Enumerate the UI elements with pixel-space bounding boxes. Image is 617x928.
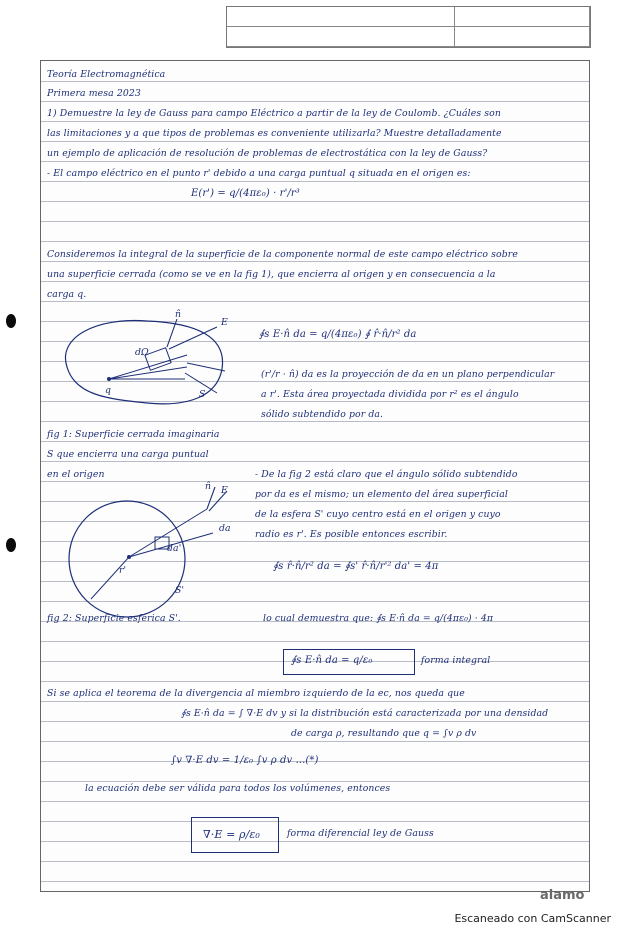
ruled-line	[41, 421, 589, 422]
coulomb-equation: E(r') = q/(4πε₀) · r'/r³	[191, 188, 300, 199]
fig2-text: de la esfera S' cuyo centro está en el origen y cuyo	[255, 509, 501, 520]
area-element-prime-label: da'	[167, 543, 182, 554]
divergence-line: de carga ρ, resultando que q = ∫v ρ dv	[291, 728, 477, 739]
flux-equation: ∮s E·n̂ da = q/(4πε₀) ∮ r̂·n̂/r² da	[259, 329, 417, 340]
fig2-text: radio es r'. Es posible entonces escribir.	[255, 529, 448, 540]
figure-2-spherical-surface	[47, 479, 247, 619]
projection-line: (r'/r · n̂) da es la proyección de da en un plano perpendicular	[261, 369, 555, 380]
question-line: un ejemplo de aplicación de resolución de problemas de electrostática con la ley de Gauss?	[47, 148, 488, 159]
divergence-line: ∮s E·n̂ da = ∫ ∇·E dv y si la distribución está caracterizada por una densidad	[181, 708, 549, 719]
ruled-line	[41, 101, 589, 102]
ruled-line	[41, 161, 589, 162]
ruled-line	[41, 441, 589, 442]
ruled-line	[41, 181, 589, 182]
radius-label: r'	[119, 565, 127, 576]
ruled-line	[41, 121, 589, 122]
fig2-text: por da es el mismo; un elemento del área superficial	[255, 489, 508, 500]
ruled-line	[41, 741, 589, 742]
ruled-line	[41, 241, 589, 242]
sphere-intro: en el origen	[47, 469, 105, 480]
fig2-text: - De la fig 2 está claro que el ángulo sólido subtendido	[255, 469, 518, 480]
page-title: Teoría Electromagnética	[47, 69, 166, 80]
ruled-line	[41, 141, 589, 142]
ruled-line	[41, 641, 589, 642]
area-element-label: da	[219, 523, 231, 534]
ruled-line	[41, 781, 589, 782]
exam-label: Primera mesa 2023	[47, 88, 141, 99]
ruled-line	[41, 301, 589, 302]
ruled-line	[41, 801, 589, 802]
sphere-label: S'	[175, 585, 185, 596]
ruled-line	[41, 461, 589, 462]
normal-vector-label: n̂	[205, 481, 212, 492]
validity-line: la ecuación debe ser válida para todos los volúmenes, entonces	[85, 783, 391, 794]
punch-hole	[6, 314, 16, 328]
field-vector-label: E	[221, 485, 228, 496]
solid-angle-label: dΩ	[135, 347, 149, 358]
field-vector-label: E	[221, 317, 228, 328]
projection-line: a r'. Esta área proyectada dividida por r² es el ángulo	[261, 389, 519, 400]
ruled-line	[41, 681, 589, 682]
ruled-line	[41, 81, 589, 82]
scanner-watermark: Escaneado con CamScanner	[454, 912, 611, 925]
ruled-line	[41, 721, 589, 722]
divergence-equation: ∫v ∇·E dv = 1/ε₀ ∫v ρ dv ...(*)	[171, 755, 319, 766]
integral-form-equation: ∮s E·n̂ da = q/ε₀	[291, 655, 373, 666]
consider-line: carga q.	[47, 289, 87, 300]
figure-caption: fig 1: Superficie cerrada imaginaria	[47, 429, 220, 440]
solid-angle-equation: ∮s r̂·n̂/r² da = ∮s' r̂·n̂/r'² da' = 4π	[273, 561, 439, 572]
ruled-line	[41, 841, 589, 842]
demonstrates-line: lo cual demuestra que: ∮s E·n̂ da = q/(4πε₀) · 4π	[263, 613, 494, 624]
charge-label: q	[105, 385, 112, 396]
punch-hole	[6, 538, 16, 552]
differential-form-label: forma diferencial ley de Gauss	[287, 828, 434, 839]
differential-form-equation: ∇·E = ρ/ε₀	[203, 828, 260, 841]
sphere-intro: S que encierra una carga puntual	[47, 449, 209, 460]
question-line: las limitaciones y a que tipos de problemas es conveniente utilizarla? Muestre detalladamente	[47, 128, 502, 139]
surface-label: S	[199, 389, 206, 400]
ruled-line	[41, 281, 589, 282]
divergence-line: Si se aplica el teorema de la divergencia al miembro izquierdo de la ec, nos queda que	[47, 688, 465, 699]
integral-form-label: forma integral	[421, 655, 491, 666]
projection-line: sólido subtendido por da.	[261, 409, 384, 420]
header-table	[226, 6, 591, 48]
figure-1-closed-surface	[47, 307, 247, 417]
ruled-line	[41, 861, 589, 862]
consider-line: una superficie cerrada (como se ve en la fig 1), que encierra al origen y en consecuencia a la	[47, 269, 496, 280]
ruled-line	[41, 221, 589, 222]
answer-intro: - El campo eléctrico en el punto r' debido a una carga puntual q situada en el origen es:	[47, 168, 471, 179]
ruled-line	[41, 701, 589, 702]
question-line: 1) Demuestre la ley de Gauss para campo Eléctrico a partir de la ley de Coulomb. ¿Cuáles son	[47, 108, 501, 119]
consider-line: Consideremos la integral de la superficie de la componente normal de este campo eléctrico sobre	[47, 249, 518, 260]
ruled-line	[41, 821, 589, 822]
ruled-line	[41, 261, 589, 262]
figure-caption: fig 2: Superficie esférica S'.	[47, 613, 181, 624]
normal-vector-label: n̂	[175, 309, 182, 320]
ruled-line	[41, 201, 589, 202]
notebook-sheet	[40, 60, 590, 892]
notebook-brand: alamo	[540, 888, 585, 903]
ruled-line	[41, 881, 589, 882]
